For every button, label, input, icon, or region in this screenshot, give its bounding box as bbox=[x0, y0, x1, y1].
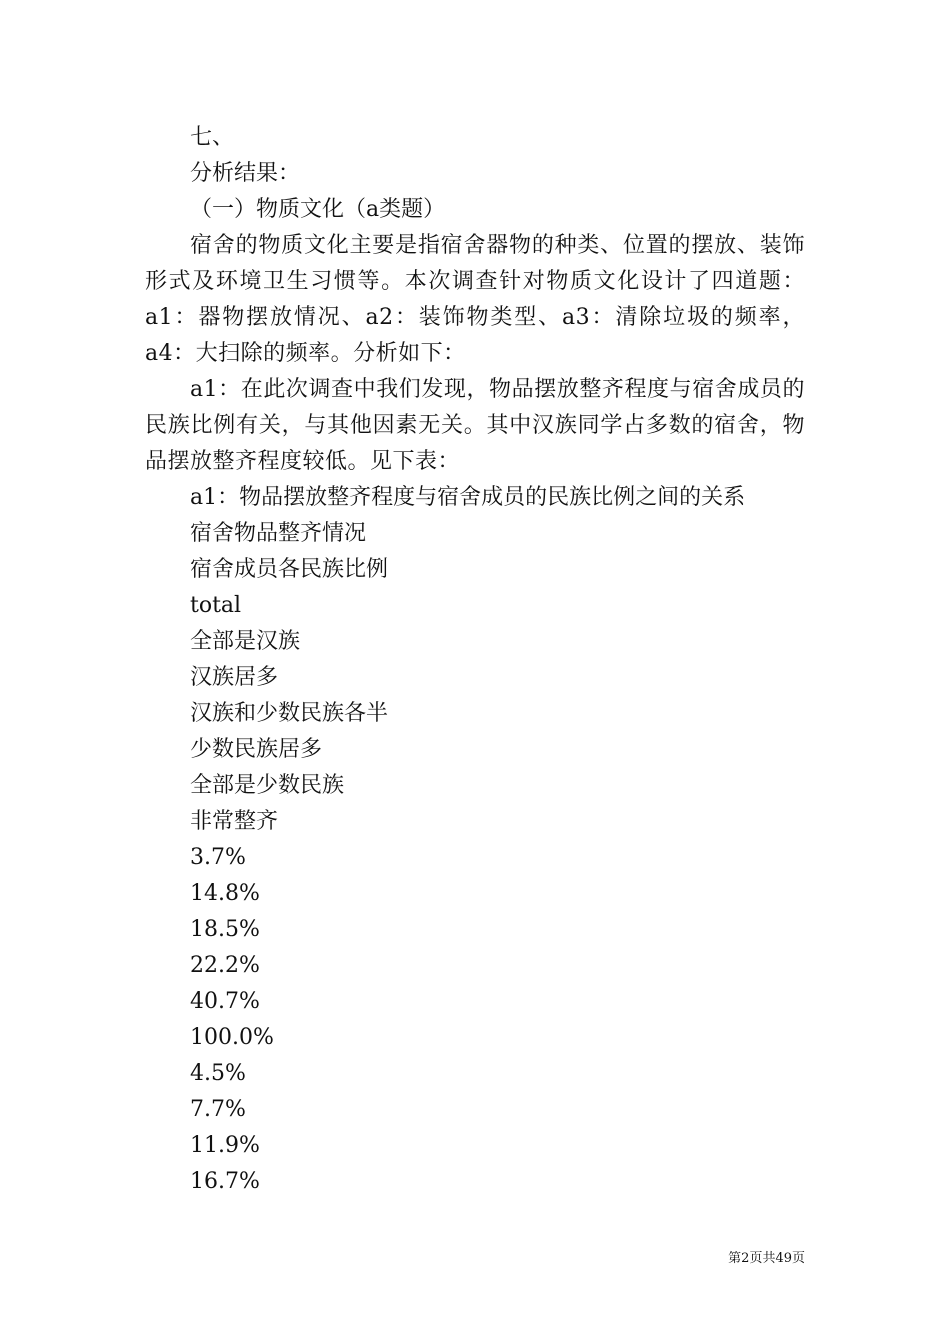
table-value-line: 16.7% bbox=[190, 1169, 260, 1194]
subsection-heading: （一）物质文化（a类题） bbox=[190, 197, 446, 222]
table-value-line: 11.9% bbox=[190, 1133, 260, 1158]
document-body bbox=[145, 120, 805, 1200]
table-value-line: 18.5% bbox=[190, 917, 260, 942]
table-value-line: 14.8% bbox=[190, 881, 260, 906]
table-text-line: total bbox=[190, 593, 242, 618]
table-value-line: 7.7% bbox=[190, 1097, 246, 1122]
table-text-line: 全部是少数民族 bbox=[190, 773, 345, 798]
table-value-line: 3.7% bbox=[190, 845, 246, 870]
section-heading: 分析结果： bbox=[190, 161, 301, 186]
table-value-line: 22.2% bbox=[190, 953, 260, 978]
table-value-line: 4.5% bbox=[190, 1061, 246, 1086]
section-number: 七、 bbox=[190, 125, 235, 150]
page-number: 第2页共49页 bbox=[728, 1251, 805, 1266]
table-text-line: 汉族居多 bbox=[190, 665, 279, 690]
table-text-line: 汉族和少数民族各半 bbox=[190, 701, 389, 726]
table-value-line: 100.0% bbox=[190, 1025, 274, 1050]
table-text-line: 宿舍成员各民族比例 bbox=[190, 557, 389, 582]
table-text-line: 全部是汉族 bbox=[190, 629, 301, 654]
table-text-line: 非常整齐 bbox=[190, 809, 279, 834]
table-value-line: 40.7% bbox=[190, 989, 260, 1014]
table-caption: a1：物品摆放整齐程度与宿舍成员的民族比例之间的关系 bbox=[190, 485, 746, 510]
table-text-line: 少数民族居多 bbox=[190, 737, 323, 762]
paragraph-a1-finding: a1：在此次调查中我们发现，物品摆放整齐程度与宿舍成员的民族比例有关，与其他因素无关。其中汉族同学占多数的宿舍，物品摆放整齐程度较低。见下表： bbox=[145, 377, 805, 474]
table-text-line: 宿舍物品整齐情况 bbox=[190, 521, 367, 546]
paragraph-material-culture: 宿舍的物质文化主要是指宿舍器物的种类、位置的摆放、装饰形式及环境卫生习惯等。本次调查针对物质文化设计了四道题：a1：器物摆放情况、a2：装饰物类型、a3：清除垃圾的频率，a4：大扫除的频率。分析如下： bbox=[145, 233, 805, 366]
